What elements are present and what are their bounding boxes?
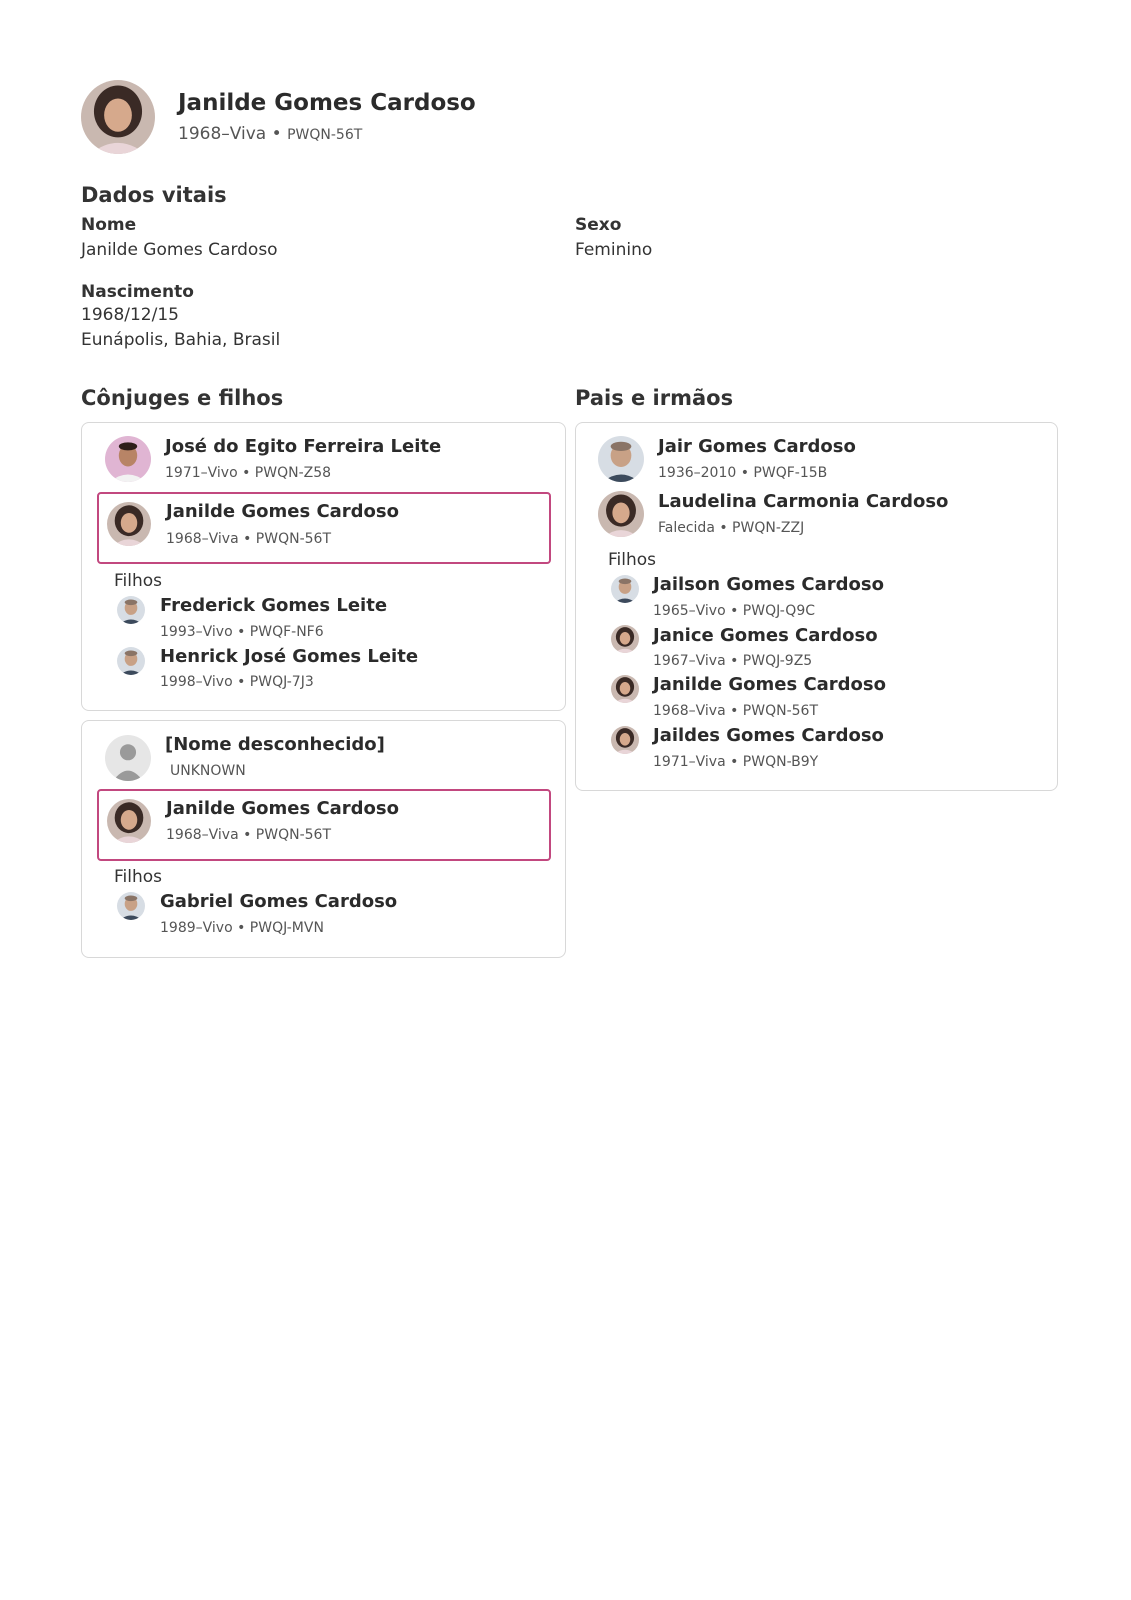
sibling-meta: 1971–Viva • PWQN-B9Y [653, 754, 819, 770]
sibling-meta: 1967–Viva • PWQJ-9Z5 [653, 653, 813, 669]
child-name[interactable]: Gabriel Gomes Cardoso [160, 891, 398, 912]
portrait-icon [105, 436, 151, 482]
spouses-title: Cônjuges e filhos [81, 386, 284, 410]
portrait-icon [611, 726, 639, 754]
portrait-icon [117, 647, 145, 675]
birth-date: 1968/12/15 [81, 305, 179, 325]
spouse-meta: 1971–Vivo • PWQN-Z58 [165, 465, 332, 481]
father-name[interactable]: Jair Gomes Cardoso [658, 436, 856, 457]
spouse-avatar[interactable] [105, 436, 151, 482]
profile-avatar [81, 80, 155, 154]
siblings-label: Filhos [608, 550, 657, 570]
sex-label: Sexo [575, 215, 622, 235]
unknown-person-icon [105, 735, 151, 781]
self-meta: 1968–Viva • PWQN-56T [166, 827, 332, 843]
person-summary [178, 124, 362, 144]
self-meta: 1968–Viva • PWQN-56T [166, 531, 332, 547]
child-avatar[interactable] [117, 892, 145, 920]
person-id: PWQN-56T [287, 127, 363, 143]
portrait-icon [81, 80, 155, 154]
portrait-icon [611, 575, 639, 603]
sibling-meta: 1968–Viva • PWQN-56T [653, 703, 819, 719]
sibling-name[interactable]: Janilde Gomes Cardoso [653, 674, 887, 695]
child-meta: 1998–Vivo • PWQJ-7J3 [160, 674, 314, 690]
sibling-name[interactable]: Jailson Gomes Cardoso [653, 574, 884, 595]
portrait-icon [117, 596, 145, 624]
mother-meta: Falecida • PWQN-ZZJ [658, 520, 805, 536]
self-avatar[interactable] [107, 502, 151, 546]
portrait-icon [107, 502, 151, 546]
sibling-avatar[interactable] [611, 625, 639, 653]
child-meta: 1989–Vivo • PWQJ-MVN [160, 920, 324, 936]
spouse-avatar[interactable] [105, 735, 151, 781]
child-meta: 1993–Vivo • PWQF-NF6 [160, 624, 324, 640]
sibling-name[interactable]: Jaildes Gomes Cardoso [653, 725, 884, 746]
parents-title: Pais e irmãos [575, 386, 734, 410]
sibling-avatar[interactable] [611, 726, 639, 754]
vitals-title: Dados vitais [81, 183, 227, 207]
lifespan: 1968–Viva [178, 124, 267, 144]
separator: • [271, 124, 282, 144]
portrait-icon [598, 436, 644, 482]
father-meta: 1936–2010 • PWQF-15B [658, 465, 828, 481]
children-label: Filhos [114, 571, 163, 591]
sibling-name[interactable]: Janice Gomes Cardoso [653, 625, 878, 646]
children-label: Filhos [114, 867, 163, 887]
spouse-name[interactable]: [Nome desconhecido] [165, 734, 385, 755]
portrait-icon [598, 491, 644, 537]
child-avatar[interactable] [117, 596, 145, 624]
child-name[interactable]: Henrick José Gomes Leite [160, 646, 419, 667]
name-value: Janilde Gomes Cardoso [81, 240, 278, 260]
spouse-meta: UNKNOWN [170, 763, 246, 779]
sibling-avatar[interactable] [611, 675, 639, 703]
child-name[interactable]: Frederick Gomes Leite [160, 595, 388, 616]
father-avatar[interactable] [598, 436, 644, 482]
portrait-icon [611, 625, 639, 653]
portrait-icon [107, 799, 151, 843]
portrait-icon [117, 892, 145, 920]
self-avatar[interactable] [107, 799, 151, 843]
person-name: Janilde Gomes Cardoso [178, 90, 476, 116]
name-label: Nome [81, 215, 137, 235]
self-name[interactable]: Janilde Gomes Cardoso [166, 501, 400, 522]
birth-label: Nascimento [81, 282, 194, 302]
mother-name[interactable]: Laudelina Carmonia Cardoso [658, 491, 949, 512]
spouse-name[interactable]: José do Egito Ferreira Leite [165, 436, 442, 457]
sex-value: Feminino [575, 240, 653, 260]
sibling-meta: 1965–Vivo • PWQJ-Q9C [653, 603, 815, 619]
mother-avatar[interactable] [598, 491, 644, 537]
birth-place: Eunápolis, Bahia, Brasil [81, 330, 281, 350]
sibling-avatar[interactable] [611, 575, 639, 603]
self-name[interactable]: Janilde Gomes Cardoso [166, 798, 400, 819]
portrait-icon [611, 675, 639, 703]
child-avatar[interactable] [117, 647, 145, 675]
